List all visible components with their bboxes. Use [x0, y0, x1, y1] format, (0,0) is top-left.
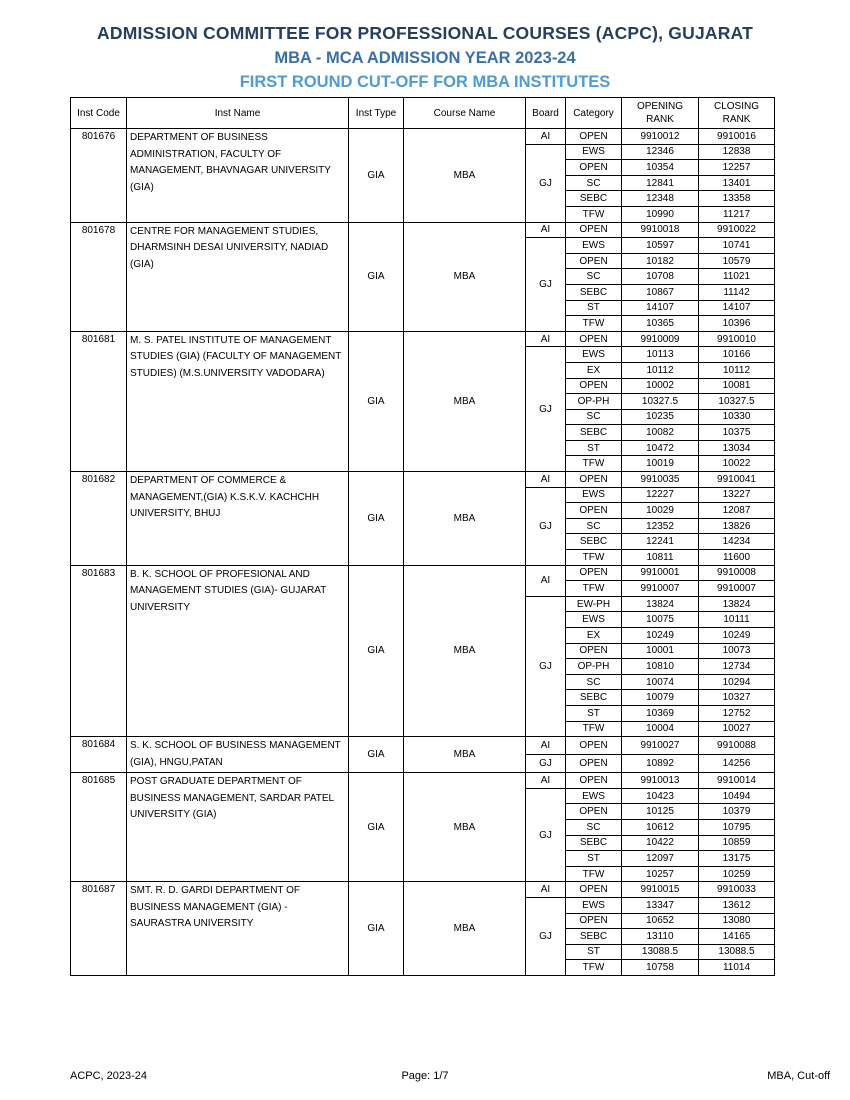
closing-rank: 9910041 — [699, 472, 775, 488]
category: OPEN — [566, 331, 622, 347]
closing-rank: 13088.5 — [699, 944, 775, 960]
category: TFW — [566, 721, 622, 737]
closing-rank: 10027 — [699, 721, 775, 737]
inst-code: 801683 — [71, 565, 127, 737]
category: SC — [566, 409, 622, 425]
inst-name: DEPARTMENT OF COMMERCE & MANAGEMENT,(GIA) K.S.K.V. KACHCHH UNIVERSITY, BHUJ — [127, 472, 349, 566]
closing-rank: 10396 — [699, 316, 775, 332]
board: AI — [526, 565, 566, 596]
inst-type: GIA — [349, 222, 404, 331]
category: ST — [566, 944, 622, 960]
closing-rank: 10330 — [699, 409, 775, 425]
col-header-opening-rank: OPENING RANK — [622, 98, 699, 129]
course-name: MBA — [404, 773, 526, 882]
opening-rank: 10019 — [622, 456, 699, 472]
category: OPEN — [566, 773, 622, 789]
closing-rank: 14107 — [699, 300, 775, 316]
board: GJ — [526, 144, 566, 222]
closing-rank: 10259 — [699, 866, 775, 882]
inst-code: 801684 — [71, 737, 127, 773]
opening-rank: 9910027 — [622, 737, 699, 755]
category: OP-PH — [566, 394, 622, 410]
inst-name: SMT. R. D. GARDI DEPARTMENT OF BUSINESS MANAGEMENT (GIA) - SAURASTRA UNIVERSITY — [127, 882, 349, 976]
opening-rank: 9910013 — [622, 773, 699, 789]
sub-title: MBA - MCA ADMISSION YEAR 2023-24 — [274, 49, 576, 67]
inst-name: CENTRE FOR MANAGEMENT STUDIES, DHARMSINH DESAI UNIVERSITY, NADIAD (GIA) — [127, 222, 349, 331]
table-row — [71, 222, 775, 238]
category: OPEN — [566, 253, 622, 269]
opening-rank: 10004 — [622, 721, 699, 737]
opening-rank: 10002 — [622, 378, 699, 394]
opening-rank: 10235 — [622, 409, 699, 425]
board: AI — [526, 773, 566, 789]
board: AI — [526, 737, 566, 755]
closing-rank: 11600 — [699, 550, 775, 566]
closing-rank: 11142 — [699, 284, 775, 300]
opening-rank: 10001 — [622, 643, 699, 659]
category: TFW — [566, 581, 622, 597]
opening-rank: 13110 — [622, 929, 699, 945]
section-title: FIRST ROUND CUT-OFF FOR MBA INSTITUTES — [239, 73, 611, 91]
category: SEBC — [566, 534, 622, 550]
category: TFW — [566, 206, 622, 222]
footer-page-number: Page: 1/7 — [401, 1070, 449, 1082]
closing-rank: 11014 — [699, 960, 775, 976]
category: TFW — [566, 866, 622, 882]
course-name: MBA — [404, 737, 526, 773]
opening-rank: 10422 — [622, 835, 699, 851]
category: EWS — [566, 897, 622, 913]
opening-rank: 10079 — [622, 690, 699, 706]
closing-rank: 14256 — [699, 755, 775, 773]
closing-rank: 9910088 — [699, 737, 775, 755]
closing-rank: 13034 — [699, 440, 775, 456]
opening-rank: 10249 — [622, 628, 699, 644]
opening-rank: 10708 — [622, 269, 699, 285]
opening-rank: 10075 — [622, 612, 699, 628]
closing-rank: 13401 — [699, 175, 775, 191]
table-row — [71, 882, 775, 898]
opening-rank: 10365 — [622, 316, 699, 332]
opening-rank: 12241 — [622, 534, 699, 550]
opening-rank: 10257 — [622, 866, 699, 882]
inst-type: GIA — [349, 882, 404, 976]
inst-name: B. K. SCHOOL OF PROFESIONAL AND MANAGEMENT STUDIES (GIA)- GUJARAT UNIVERSITY — [127, 565, 349, 737]
closing-rank: 10081 — [699, 378, 775, 394]
category: OPEN — [566, 472, 622, 488]
col-header-inst-code: Inst Code — [71, 98, 127, 129]
board: GJ — [526, 788, 566, 882]
opening-rank: 12227 — [622, 487, 699, 503]
closing-rank: 10579 — [699, 253, 775, 269]
board: GJ — [526, 596, 566, 736]
closing-rank: 10166 — [699, 347, 775, 363]
col-header-closing-rank: CLOSING RANK — [699, 98, 775, 129]
course-name: MBA — [404, 129, 526, 223]
opening-rank: 10074 — [622, 674, 699, 690]
closing-rank: 10795 — [699, 819, 775, 835]
opening-rank: 10112 — [622, 362, 699, 378]
opening-rank: 12352 — [622, 518, 699, 534]
category: SC — [566, 269, 622, 285]
inst-type: GIA — [349, 472, 404, 566]
category: TFW — [566, 960, 622, 976]
closing-rank: 10379 — [699, 804, 775, 820]
opening-rank: 9910007 — [622, 581, 699, 597]
category: OP-PH — [566, 659, 622, 675]
inst-code: 801682 — [71, 472, 127, 566]
col-header-category: Category — [566, 98, 622, 129]
inst-name: POST GRADUATE DEPARTMENT OF BUSINESS MANAGEMENT, SARDAR PATEL UNIVERSITY (GIA) — [127, 773, 349, 882]
opening-rank: 10369 — [622, 705, 699, 721]
category: ST — [566, 300, 622, 316]
closing-rank: 10494 — [699, 788, 775, 804]
footer-left: ACPC, 2023-24 — [70, 1070, 148, 1082]
inst-type: GIA — [349, 565, 404, 737]
inst-code: 801678 — [71, 222, 127, 331]
opening-rank: 12841 — [622, 175, 699, 191]
opening-rank: 10182 — [622, 253, 699, 269]
category: EX — [566, 362, 622, 378]
category: EWS — [566, 612, 622, 628]
opening-rank: 10597 — [622, 238, 699, 254]
category: OPEN — [566, 222, 622, 238]
category: ST — [566, 440, 622, 456]
category: SEBC — [566, 425, 622, 441]
category: OPEN — [566, 503, 622, 519]
opening-rank: 10472 — [622, 440, 699, 456]
category: OPEN — [566, 913, 622, 929]
closing-rank: 10022 — [699, 456, 775, 472]
category: OPEN — [566, 643, 622, 659]
course-name: MBA — [404, 472, 526, 566]
opening-rank: 12348 — [622, 191, 699, 207]
opening-rank: 10327.5 — [622, 394, 699, 410]
closing-rank: 14165 — [699, 929, 775, 945]
opening-rank: 14107 — [622, 300, 699, 316]
opening-rank: 10354 — [622, 160, 699, 176]
category: EWS — [566, 347, 622, 363]
category: OPEN — [566, 378, 622, 394]
closing-rank: 9910007 — [699, 581, 775, 597]
category: SEBC — [566, 929, 622, 945]
inst-name: S. K. SCHOOL OF BUSINESS MANAGEMENT (GIA), HNGU,PATAN — [127, 737, 349, 773]
closing-rank: 10111 — [699, 612, 775, 628]
opening-rank: 10652 — [622, 913, 699, 929]
opening-rank: 9910009 — [622, 331, 699, 347]
closing-rank: 9910008 — [699, 565, 775, 581]
board: GJ — [526, 897, 566, 975]
inst-name: M. S. PATEL INSTITUTE OF MANAGEMENT STUDIES (GIA) (FACULTY OF MANAGEMENT STUDIES) (M.S.UNIVERSITY VADODARA) — [127, 331, 349, 471]
closing-rank: 10294 — [699, 674, 775, 690]
opening-rank: 10892 — [622, 755, 699, 773]
opening-rank: 10113 — [622, 347, 699, 363]
category: ST — [566, 705, 622, 721]
course-name: MBA — [404, 882, 526, 976]
opening-rank: 10990 — [622, 206, 699, 222]
category: OPEN — [566, 882, 622, 898]
category: OPEN — [566, 737, 622, 755]
category: TFW — [566, 316, 622, 332]
category: OPEN — [566, 160, 622, 176]
inst-type: GIA — [349, 331, 404, 471]
footer-right: MBA, Cut-off — [767, 1070, 830, 1082]
board: AI — [526, 129, 566, 145]
opening-rank: 13824 — [622, 596, 699, 612]
closing-rank: 10741 — [699, 238, 775, 254]
inst-type: GIA — [349, 129, 404, 223]
closing-rank: 13824 — [699, 596, 775, 612]
closing-rank: 10249 — [699, 628, 775, 644]
table-header-row — [71, 98, 775, 129]
closing-rank: 10073 — [699, 643, 775, 659]
category: SC — [566, 175, 622, 191]
col-header-inst-type: Inst Type — [349, 98, 404, 129]
closing-rank: 9910010 — [699, 331, 775, 347]
opening-rank: 10612 — [622, 819, 699, 835]
category: OPEN — [566, 755, 622, 773]
closing-rank: 10327.5 — [699, 394, 775, 410]
col-header-inst-name: Inst Name — [127, 98, 349, 129]
board: AI — [526, 882, 566, 898]
opening-rank: 9910035 — [622, 472, 699, 488]
opening-rank: 13088.5 — [622, 944, 699, 960]
category: SC — [566, 819, 622, 835]
inst-code: 801687 — [71, 882, 127, 976]
category: EWS — [566, 788, 622, 804]
inst-name: DEPARTMENT OF BUSINESS ADMINISTRATION, FACULTY OF MANAGEMENT, BHAVNAGAR UNIVERSITY (GIA) — [127, 129, 349, 223]
opening-rank: 12346 — [622, 144, 699, 160]
course-name: MBA — [404, 222, 526, 331]
opening-rank: 10810 — [622, 659, 699, 675]
closing-rank: 12838 — [699, 144, 775, 160]
cutoff-table — [70, 97, 775, 976]
closing-rank: 9910016 — [699, 129, 775, 145]
opening-rank: 10867 — [622, 284, 699, 300]
category: ST — [566, 851, 622, 867]
opening-rank: 12097 — [622, 851, 699, 867]
closing-rank: 12752 — [699, 705, 775, 721]
opening-rank: 10811 — [622, 550, 699, 566]
table-row — [71, 129, 775, 145]
closing-rank: 14234 — [699, 534, 775, 550]
inst-code: 801685 — [71, 773, 127, 882]
closing-rank: 11217 — [699, 206, 775, 222]
opening-rank: 10423 — [622, 788, 699, 804]
inst-type: GIA — [349, 737, 404, 773]
closing-rank: 12257 — [699, 160, 775, 176]
category: SC — [566, 518, 622, 534]
opening-rank: 9910001 — [622, 565, 699, 581]
category: SEBC — [566, 191, 622, 207]
closing-rank: 13826 — [699, 518, 775, 534]
closing-rank: 12734 — [699, 659, 775, 675]
category: TFW — [566, 550, 622, 566]
closing-rank: 13080 — [699, 913, 775, 929]
inst-code: 801676 — [71, 129, 127, 223]
closing-rank: 13227 — [699, 487, 775, 503]
col-header-course-name: Course Name — [404, 98, 526, 129]
category: SEBC — [566, 835, 622, 851]
board: GJ — [526, 347, 566, 472]
inst-code: 801681 — [71, 331, 127, 471]
page-header — [0, 20, 850, 94]
table-body — [71, 129, 775, 976]
main-title: ADMISSION COMMITTEE FOR PROFESSIONAL COURSES (ACPC), GUJARAT — [97, 23, 753, 43]
category: EWS — [566, 487, 622, 503]
closing-rank: 13175 — [699, 851, 775, 867]
category: OPEN — [566, 129, 622, 145]
category: EWS — [566, 144, 622, 160]
board: GJ — [526, 755, 566, 773]
table-row — [71, 773, 775, 789]
closing-rank: 10375 — [699, 425, 775, 441]
board: AI — [526, 222, 566, 238]
closing-rank: 10859 — [699, 835, 775, 851]
category: SEBC — [566, 690, 622, 706]
category: EWS — [566, 238, 622, 254]
closing-rank: 12087 — [699, 503, 775, 519]
opening-rank: 9910015 — [622, 882, 699, 898]
opening-rank: 13347 — [622, 897, 699, 913]
closing-rank: 13358 — [699, 191, 775, 207]
table-row — [71, 565, 775, 581]
opening-rank: 10029 — [622, 503, 699, 519]
closing-rank: 9910014 — [699, 773, 775, 789]
closing-rank: 13612 — [699, 897, 775, 913]
closing-rank: 10112 — [699, 362, 775, 378]
inst-type: GIA — [349, 773, 404, 882]
category: TFW — [566, 456, 622, 472]
board: GJ — [526, 487, 566, 565]
category: EX — [566, 628, 622, 644]
board: AI — [526, 331, 566, 347]
table-row — [71, 472, 775, 488]
opening-rank: 9910018 — [622, 222, 699, 238]
board: GJ — [526, 238, 566, 332]
opening-rank: 10758 — [622, 960, 699, 976]
category: OPEN — [566, 804, 622, 820]
closing-rank: 9910033 — [699, 882, 775, 898]
opening-rank: 10082 — [622, 425, 699, 441]
category: SEBC — [566, 284, 622, 300]
closing-rank: 9910022 — [699, 222, 775, 238]
opening-rank: 9910012 — [622, 129, 699, 145]
course-name: MBA — [404, 565, 526, 737]
table-row — [71, 331, 775, 347]
board: AI — [526, 472, 566, 488]
table-row — [71, 737, 775, 755]
col-header-board: Board — [526, 98, 566, 129]
closing-rank: 11021 — [699, 269, 775, 285]
closing-rank: 10327 — [699, 690, 775, 706]
category: EW-PH — [566, 596, 622, 612]
category: OPEN — [566, 565, 622, 581]
opening-rank: 10125 — [622, 804, 699, 820]
course-name: MBA — [404, 331, 526, 471]
category: SC — [566, 674, 622, 690]
